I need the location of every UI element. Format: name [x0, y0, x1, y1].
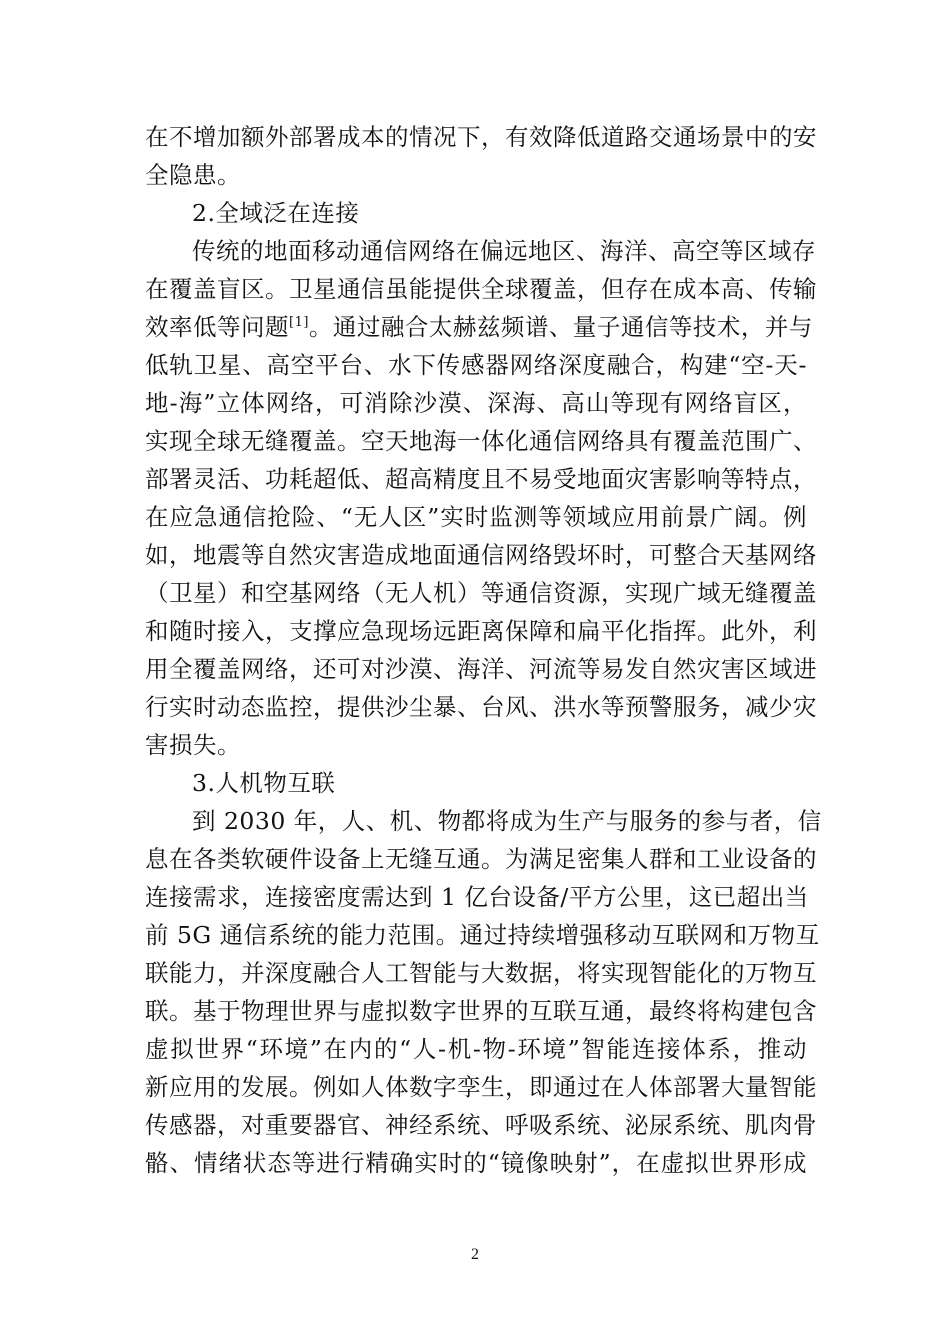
- text-line: 连接需求，连接密度需达到 1 亿台设备/平方公里，这已超出当: [145, 883, 809, 911]
- text-line: 低轨卫星、高空平台、水下传感器网络深度融合，构建“空-天-: [145, 351, 807, 379]
- text-line: 传统的地面移动通信网络在偏远地区、海洋、高空等区域存: [192, 237, 816, 265]
- text-line: 前 5G 通信系统的能力范围。通过持续增强移动互联网和万物互: [145, 921, 820, 949]
- text-line: 联能力，并深度融合人工智能与大数据，将实现智能化的万物互: [145, 959, 817, 987]
- page-number: 2: [471, 1246, 479, 1263]
- text-line: 在覆盖盲区。卫星通信虽能提供全球覆盖，但存在成本高、传输: [145, 275, 817, 303]
- section-heading-human-machine-things: 3.人机物互联: [192, 769, 336, 797]
- text-line: 虚拟世界“环境”在内的“人-机-物-环境”智能连接体系，推动: [145, 1035, 807, 1063]
- text-line: 用全覆盖网络，还可对沙漠、海洋、河流等易发自然灾害区域进: [145, 655, 817, 683]
- text-line: 新应用的发展。例如人体数字孪生，即通过在人体部署大量智能: [145, 1073, 817, 1101]
- text-segment: 效率低等问题: [145, 313, 289, 341]
- text-line-with-citation: [145, 308, 813, 346]
- paragraph-human-machine-things: [145, 802, 822, 1182]
- text-line: 在应急通信抢险、“无人区”实时监测等领域应用前景广阔。例: [145, 503, 807, 531]
- text-line: 害损失。: [145, 731, 241, 759]
- paragraph-global-connectivity: [145, 232, 817, 764]
- document-body: [145, 118, 822, 1182]
- text-line: 联。基于物理世界与虚拟数字世界的互联互通，最终将构建包含: [145, 997, 817, 1025]
- text-segment: 。通过融合太赫兹频谱、量子通信等技术，并与: [308, 313, 813, 341]
- text-line: 骼、情绪状态等进行精确实时的“镜像映射”，在虚拟世界形成: [145, 1149, 807, 1177]
- text-line: 行实时动态监控，提供沙尘暴、台风、洪水等预警服务，减少灾: [145, 693, 817, 721]
- text-line: 在不增加额外部署成本的情况下，有效降低道路交通场景中的安: [145, 123, 817, 151]
- text-line: 实现全球无缝覆盖。空天地海一体化通信网络具有覆盖范围广、: [145, 427, 817, 455]
- text-line: 全隐患。: [145, 161, 241, 189]
- text-line: 部署灵活、功耗超低、超高精度且不易受地面灾害影响等特点，: [145, 465, 817, 493]
- text-line: 息在各类软硬件设备上无缝互通。为满足密集人群和工业设备的: [145, 845, 817, 873]
- text-line: 到 2030 年，人、机、物都将成为生产与服务的参与者，信: [192, 807, 822, 835]
- text-line: 和随时接入，支撑应急现场远距离保障和扁平化指挥。此外，利: [145, 617, 817, 645]
- text-line: （卫星）和空基网络（无人机）等通信资源，实现广域无缝覆盖: [145, 579, 817, 607]
- text-line: 如，地震等自然灾害造成地面通信网络毁坏时，可整合天基网络: [145, 541, 817, 569]
- section-heading-global-connectivity: 2.全域泛在连接: [192, 199, 360, 227]
- text-line: 传感器，对重要器官、神经系统、呼吸系统、泌尿系统、肌肉骨: [145, 1111, 817, 1139]
- paragraph-intro: [145, 118, 817, 194]
- text-line: 地-海”立体网络，可消除沙漠、深海、高山等现有网络盲区，: [145, 389, 807, 417]
- citation-reference: [1]: [289, 315, 309, 331]
